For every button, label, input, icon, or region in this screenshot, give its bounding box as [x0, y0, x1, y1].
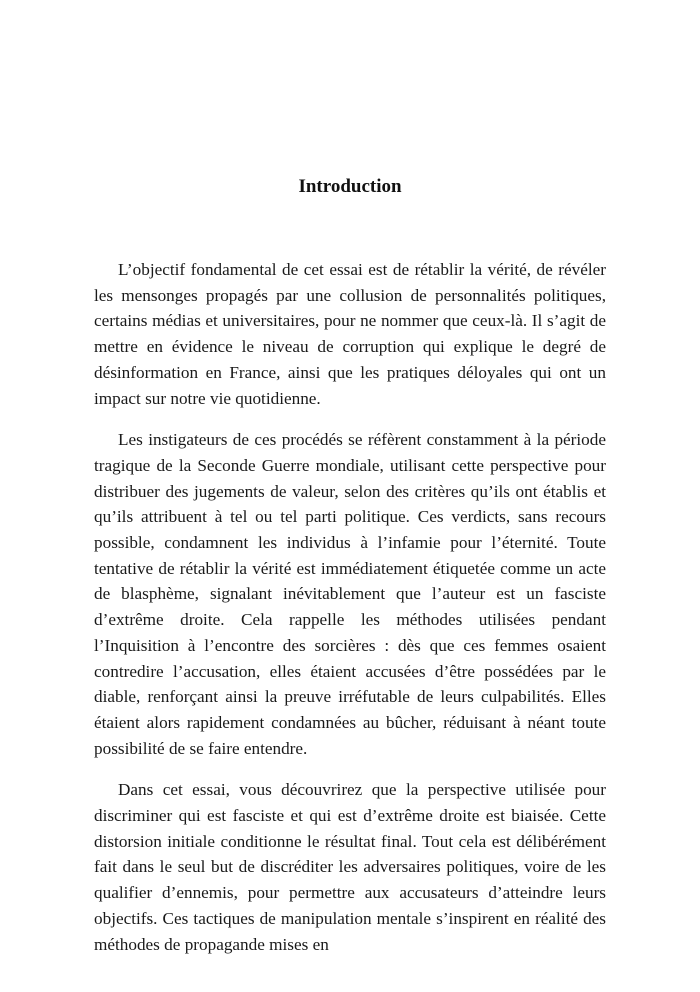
body-text — [94, 257, 606, 973]
page-title: Introduction — [298, 176, 402, 197]
paragraph-1: L’objectif fondamental de cet essai est de rétablir la vérité, de révéler les mensonges propagés par une collusion de personnalités politiques, certains médias et universitaires, pour ne nommer que ceux-là. Il s’agit de mettre en évidence le niveau de corruption qui explique le degré de désinformation en France, ainsi que les pratiques déloyales qui ont un impact sur notre vie quotidienne. — [94, 260, 606, 408]
paragraph-2: Les instigateurs de ces procédés se réfèrent constamment à la période tragique de la Seconde Guerre mondiale, utilisant cette perspective pour distribuer des jugements de valeur, selon des critères qu’ils ont établis et qu’ils attribuent à tel ou tel parti politique. Ces verdicts, sans recours possible, condamnent les individus à l’infamie pour l’éternité. Toute tentative de rétablir la vérité est immédiatement étiquetée comme un acte de blasphème, signalant inévitablement que l’auteur est un fasciste d’extrême droite. Cela rappelle les méthodes utilisées pendant l’Inquisition à l’encontre des sorcières : dès que ces femmes osaient contredire l’accusation, elles étaient accusées d’être possédées par le diable, renforçant ainsi la preuve irréfutable de leurs culpabilités. Elles étaient alors rapidement condamnées au bûcher, réduisant à néant toute possibilité de se faire entendre. — [94, 430, 606, 758]
paragraph-3: Dans cet essai, vous découvrirez que la perspective utilisée pour discriminer qui est fasciste et qui est d’extrême droite est biaisée. Cette distorsion initiale conditionne le résultat final. Tout cela est délibérément fait dans le seul but de discréditer les adversaires politiques, voire de les qualifier d’ennemis, pour permettre aux accusateurs d’atteindre leurs objectifs. Ces tactiques de manipulation mentale s’inspirent en réalité des méthodes de propagande mises en — [94, 780, 606, 954]
